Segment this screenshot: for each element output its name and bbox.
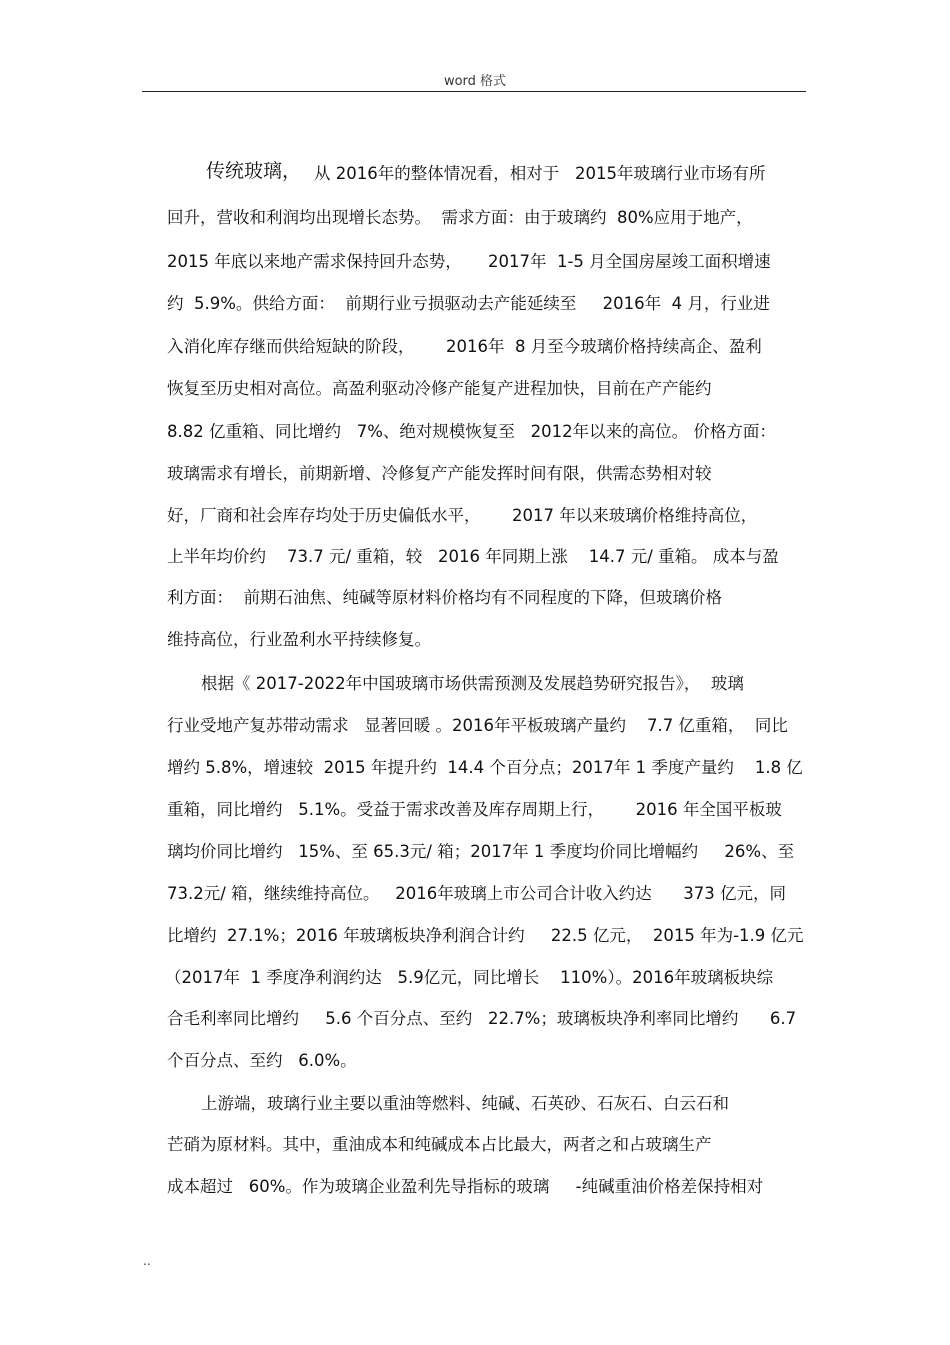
paragraph-line: 恢复至历史相对高位。高盈利驱动冷修产能复产进程加快，目前在产产能约 — [167, 379, 712, 398]
paragraph-line: 利方面： 前期石油焦、纯碱等原材料价格均有不同程度的下降，但玻璃价格 — [167, 588, 722, 607]
paragraph-line: 根据《 2017-2022年中国玻璃市场供需预测及发展趋势研究报告》， 玻璃 — [201, 674, 744, 693]
paragraph-line: 2015 年底以来地产需求保持回升态势， 2017年 1-5 月全国房屋竣工面积增速 — [167, 252, 771, 271]
header-divider — [142, 91, 806, 92]
paragraph-line: （2017年 1 季度净利润约达 5.9亿元，同比增长 110%）。2016年玻璃板块综 — [165, 968, 774, 987]
paragraph-line: 73.2元/ 箱，继续维持高位。 2016年玻璃上市公司合计收入约达 373 亿元，同 — [167, 884, 786, 903]
paragraph-line: 从 2016年的整体情况看，相对于 2015年玻璃行业市场有所 — [314, 164, 766, 183]
footer-mark: .. — [143, 1254, 151, 1268]
paragraph-line: 行业受地产复苏带动需求 显著回暖 。2016年平板玻璃产量约 7.7 亿重箱， 同比 — [167, 716, 788, 735]
paragraph-line: 比增约 27.1%；2016 年玻璃板块净利润合计约 22.5 亿元， 2015 年为-1.9 亿元 — [167, 926, 804, 945]
paragraph-line: 8.82 亿重箱、同比增约 7%、绝对规模恢复至 2012年以来的高位。 价格方面： — [167, 422, 776, 441]
paragraph-line: 上半年均价约 73.7 元/ 重箱，较 2016 年同期上涨 14.7 元/ 重箱。 成本与盈 — [167, 547, 779, 566]
paragraph-line: 玻璃需求有增长，前期新增、冷修复产产能发挥时间有限，供需态势相对较 — [167, 464, 712, 483]
paragraph-line: 成本超过 60%。作为玻璃企业盈利先导指标的玻璃 -纯碱重油价格差保持相对 — [167, 1177, 764, 1196]
page-header-title: word 格式 — [443, 74, 507, 89]
paragraph-lead: 传统玻璃， — [206, 160, 302, 182]
paragraph-line: 好，厂商和社会库存均处于历史偏低水平， 2017 年以来玻璃价格维持高位， — [167, 506, 758, 525]
paragraph-line: 个百分点、至约 6.0%。 — [167, 1051, 357, 1070]
paragraph-line: 维持高位，行业盈利水平持续修复。 — [167, 630, 431, 649]
paragraph-line: 增约 5.8%，增速较 2015 年提升约 14.4 个百分点；2017年 1 季度产量约 1.8 亿 — [167, 758, 803, 777]
paragraph-line: 重箱，同比增约 5.1%。受益于需求改善及库存周期上行， 2016 年全国平板玻 — [167, 800, 782, 819]
paragraph-line: 璃均价同比增约 15%、至 65.3元/ 箱；2017年 1 季度均价同比增幅约 26%、至 — [167, 842, 795, 861]
paragraph-line: 合毛利率同比增约 5.6 个百分点、至约 22.7%；玻璃板块净利率同比增约 6.7 — [167, 1009, 797, 1028]
paragraph-line: 约 5.9%。供给方面： 前期行业亏损驱动去产能延续至 2016年 4 月，行业进 — [167, 294, 770, 313]
paragraph-line: 回升，营收和利润均出现增长态势。 需求方面：由于玻璃约 80%应用于地产， — [167, 208, 753, 227]
paragraph-line: 入消化库存继而供给短缺的阶段， 2016年 8 月至今玻璃价格持续高企、盈利 — [167, 337, 762, 356]
paragraph-line: 芒硝为原材料。其中，重油成本和纯碱成本占比最大，两者之和占玻璃生产 — [167, 1135, 712, 1154]
paragraph-line: 上游端，玻璃行业主要以重油等燃料、纯碱、石英砂、石灰石、白云石和 — [201, 1094, 729, 1113]
